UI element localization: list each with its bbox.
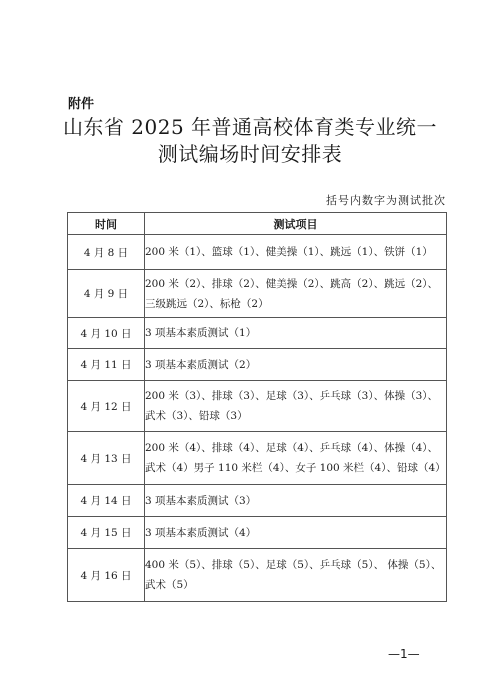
- document-title-line2: 测试编场时间安排表: [157, 142, 343, 166]
- header-time: 时间: [68, 213, 145, 235]
- header-items: 测试项目: [145, 213, 447, 235]
- batch-note: 括号内数字为测试批次: [326, 194, 446, 207]
- document-title-line1: 山东省 2025 年普通高校体育类专业统一: [62, 115, 438, 139]
- row-items: 3 项基本素质测试（1）: [145, 318, 447, 349]
- row-items: 200 米（2）、排球（2）、健美操（2）、跳高（2）、跳远（2）、三级跳远（2）、标枪（2）: [145, 270, 447, 318]
- row-items: 400 米（5）、排球（5）、足球（5）、乒乓球（5）、 体操（5）、武术（5）: [145, 549, 447, 602]
- table-row: [68, 485, 447, 517]
- table-row: [68, 318, 447, 349]
- row-items: 200 米（1）、篮球（1）、健美操（1）、跳远（1）、铁饼（1）: [145, 235, 447, 270]
- row-date: 4 月 16 日: [68, 549, 145, 602]
- row-date: 4 月 12 日: [68, 381, 145, 432]
- row-date: 4 月 15 日: [68, 517, 145, 549]
- row-date: 4 月 10 日: [68, 318, 145, 349]
- table-row: [68, 517, 447, 549]
- table-header-row: [68, 213, 447, 235]
- attachment-label: 附件: [68, 97, 95, 112]
- row-date: 4 月 13 日: [68, 432, 145, 485]
- row-date: 4 月 14 日: [68, 485, 145, 517]
- table-row: [68, 349, 447, 381]
- row-items: 200 米（3）、排球（3）、足球（3）、乒乓球（3）、体操（3）、武术（3）、铅球（3）: [145, 381, 447, 432]
- table-row: [68, 235, 447, 270]
- row-date: 4 月 8 日: [68, 235, 145, 270]
- row-date: 4 月 11 日: [68, 349, 145, 381]
- row-items: 3 项基本素质测试（3）: [145, 485, 447, 517]
- page-number: —1—: [388, 647, 420, 661]
- table-row: [68, 381, 447, 432]
- table-row: [68, 270, 447, 318]
- schedule-table: [67, 212, 447, 602]
- row-items: 3 项基本素质测试（4）: [145, 517, 447, 549]
- table-row: [68, 549, 447, 602]
- row-date: 4 月 9 日: [68, 270, 145, 318]
- row-items: 3 项基本素质测试（2）: [145, 349, 447, 381]
- row-items: 200 米（4）、排球（4）、足球（4）、乒乓球（4）、体操（4）、武术（4）男子 110 米栏（4）、女子 100 米栏（4）、铅球（4）: [145, 432, 447, 485]
- table-row: [68, 432, 447, 485]
